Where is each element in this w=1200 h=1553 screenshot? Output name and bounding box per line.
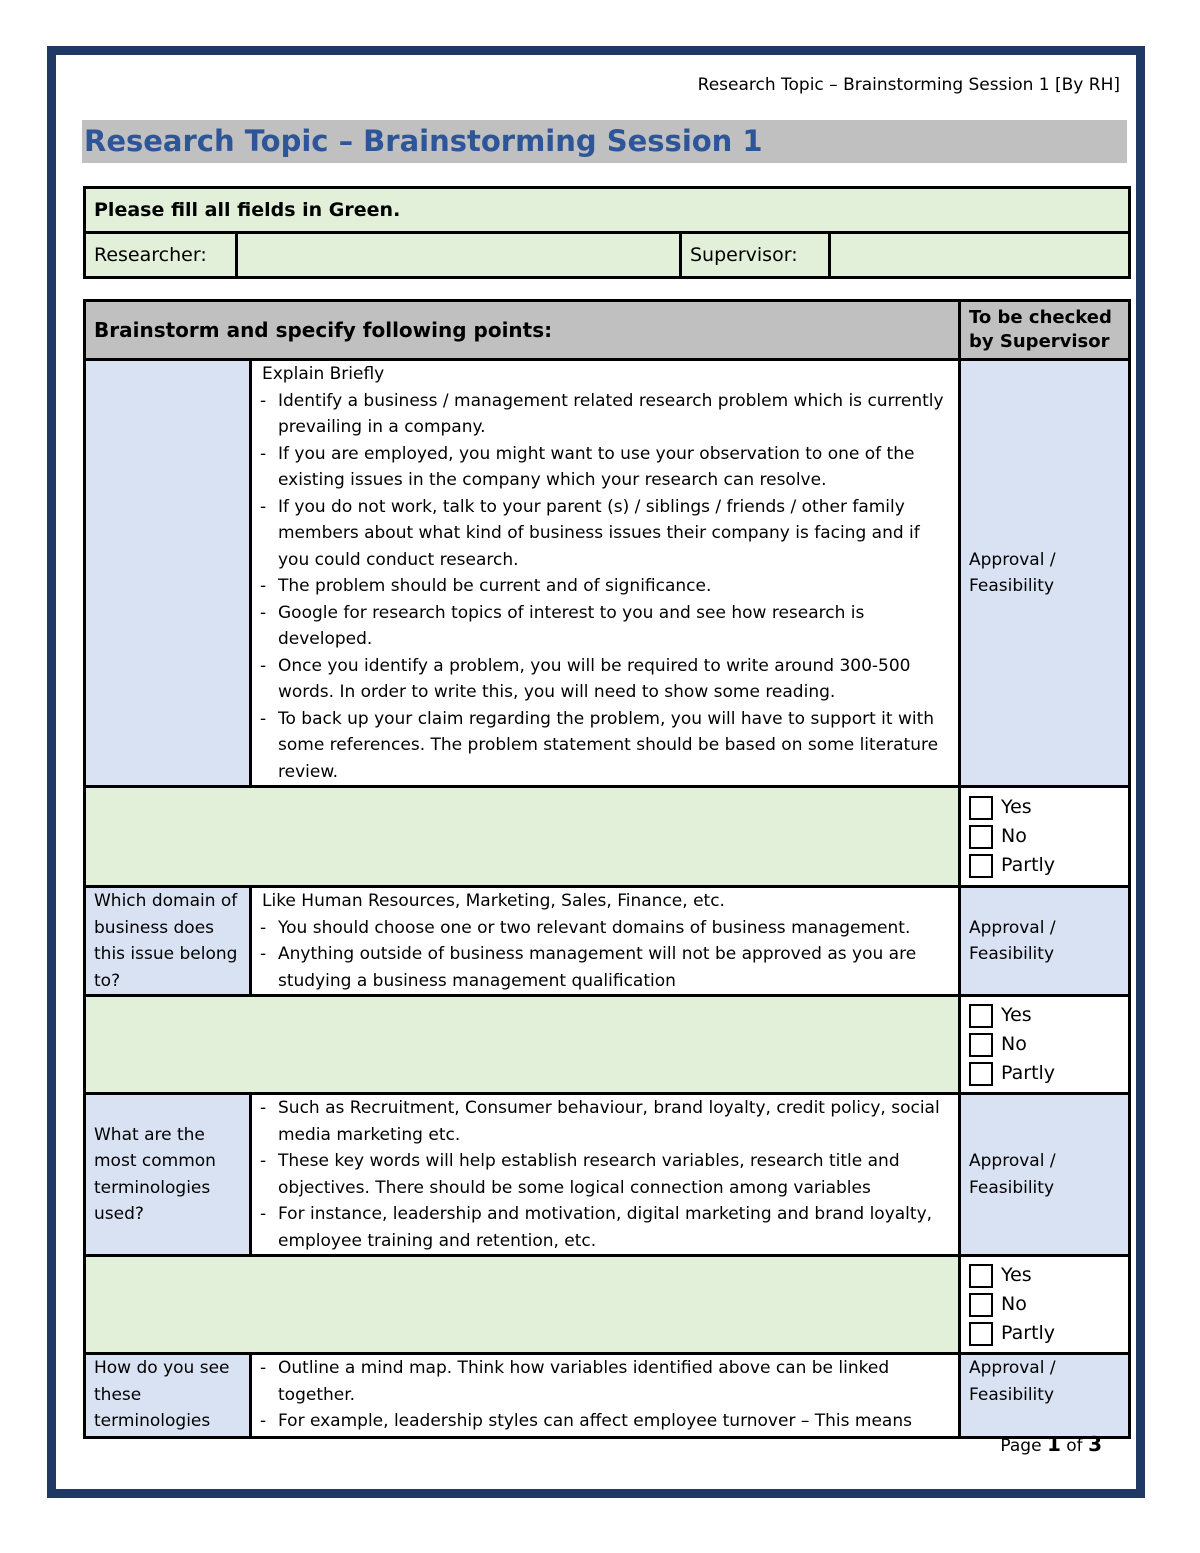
researcher-label: Researcher: (85, 233, 237, 278)
guidance-cell (251, 1354, 960, 1438)
page-total: 3 (1088, 1432, 1102, 1456)
answer-field[interactable] (85, 787, 960, 887)
guidance-cell (251, 360, 960, 787)
option-partly[interactable]: Partly (969, 851, 1120, 880)
page-title: Research Topic – Brainstorming Session 1 (84, 124, 763, 158)
guidance-item: - Anything outside of business management will not be approved as you are studying a business management qualification (260, 941, 950, 994)
guidance-list (260, 1095, 950, 1254)
guidance-item: - If you do not work, talk to your parent (s) / siblings / friends / other family members about what kind of business issues their company is facing and if you could conduct research. (260, 494, 950, 574)
question-cell (85, 360, 251, 787)
running-header: Research Topic – Brainstorming Session 1 [By RH] (697, 75, 1120, 95)
guidance-intro: Explain Briefly (262, 364, 385, 384)
question-cell: Which domain of business does this issue belong to? (85, 887, 251, 996)
answer-field[interactable] (85, 996, 960, 1094)
checkbox[interactable] (969, 796, 993, 820)
guidance-list (260, 1355, 950, 1433)
checkbox[interactable] (969, 1033, 993, 1057)
option-no[interactable]: No (969, 1030, 1120, 1059)
option-no[interactable]: No (969, 1290, 1120, 1319)
option-yes[interactable]: Yes (969, 1261, 1120, 1290)
guidance-item: - These key words will help establish research variables, research title and objectives. There should be some logical connection among variables (260, 1148, 950, 1201)
title-bar (82, 120, 1127, 163)
researcher-field[interactable] (237, 233, 681, 278)
guidance-cell (251, 1094, 960, 1256)
brainstorm-table (83, 299, 1131, 1439)
check-options (960, 787, 1130, 887)
page-current: 1 (1046, 1432, 1061, 1456)
option-partly[interactable]: Partly (969, 1059, 1120, 1088)
check-options (960, 1256, 1130, 1354)
approval-cell: Approval / Feasibility (960, 1354, 1130, 1438)
table-header-main: Brainstorm and specify following points: (85, 301, 960, 360)
guidance-item: - If you are employed, you might want to use your observation to one of the existing issues in the company which your research can resolve. (260, 441, 950, 494)
checkbox[interactable] (969, 854, 993, 878)
guidance-list (260, 388, 950, 786)
guidance-list (260, 915, 950, 995)
guidance-item: - For example, leadership styles can affect employee turnover – This means (260, 1408, 950, 1433)
supervisor-label: Supervisor: (681, 233, 830, 278)
checkbox[interactable] (969, 825, 993, 849)
guidance-intro: Like Human Resources, Marketing, Sales, Finance, etc. (262, 891, 725, 911)
table-header-check: To be checked by Supervisor (960, 301, 1130, 360)
checkbox[interactable] (969, 1264, 993, 1288)
option-yes[interactable]: Yes (969, 793, 1120, 822)
info-table (83, 186, 1131, 279)
guidance-item: - Google for research topics of interest to you and see how research is developed. (260, 600, 950, 653)
option-partly[interactable]: Partly (969, 1319, 1120, 1348)
option-no[interactable]: No (969, 822, 1120, 851)
guidance-item: - Identify a business / management related research problem which is currently prevailing in a company. (260, 388, 950, 441)
guidance-item: - For instance, leadership and motivation, digital marketing and brand loyalty, employee training and retention, etc. (260, 1201, 950, 1254)
checkbox[interactable] (969, 1293, 993, 1317)
question-cell: How do you see these terminologies (85, 1354, 251, 1438)
checkbox[interactable] (969, 1322, 993, 1346)
approval-cell: Approval / Feasibility (960, 887, 1130, 996)
question-cell: What are the most common terminologies used? (85, 1094, 251, 1256)
guidance-item: - The problem should be current and of significance. (260, 573, 950, 600)
check-options (960, 996, 1130, 1094)
guidance-cell (251, 887, 960, 996)
guidance-item: - Once you identify a problem, you will be required to write around 300-500 words. In order to write this, you will need to show some reading. (260, 653, 950, 706)
supervisor-field[interactable] (830, 233, 1130, 278)
guidance-item: - To back up your claim regarding the problem, you will have to support it with some references. The problem statement should be based on some literature review. (260, 706, 950, 786)
approval-cell: Approval / Feasibility (960, 360, 1130, 787)
instruction: Please fill all fields in Green. (85, 188, 1130, 233)
guidance-item: - You should choose one or two relevant domains of business management. (260, 915, 950, 942)
page-footer: Page 1 of 3 (1000, 1432, 1102, 1456)
answer-field[interactable] (85, 1256, 960, 1354)
approval-cell: Approval / Feasibility (960, 1094, 1130, 1256)
guidance-item: - Such as Recruitment, Consumer behaviour, brand loyalty, credit policy, social media marketing etc. (260, 1095, 950, 1148)
checkbox[interactable] (969, 1062, 993, 1086)
guidance-item: - Outline a mind map. Think how variables identified above can be linked together. (260, 1355, 950, 1408)
option-yes[interactable]: Yes (969, 1001, 1120, 1030)
checkbox[interactable] (969, 1004, 993, 1028)
